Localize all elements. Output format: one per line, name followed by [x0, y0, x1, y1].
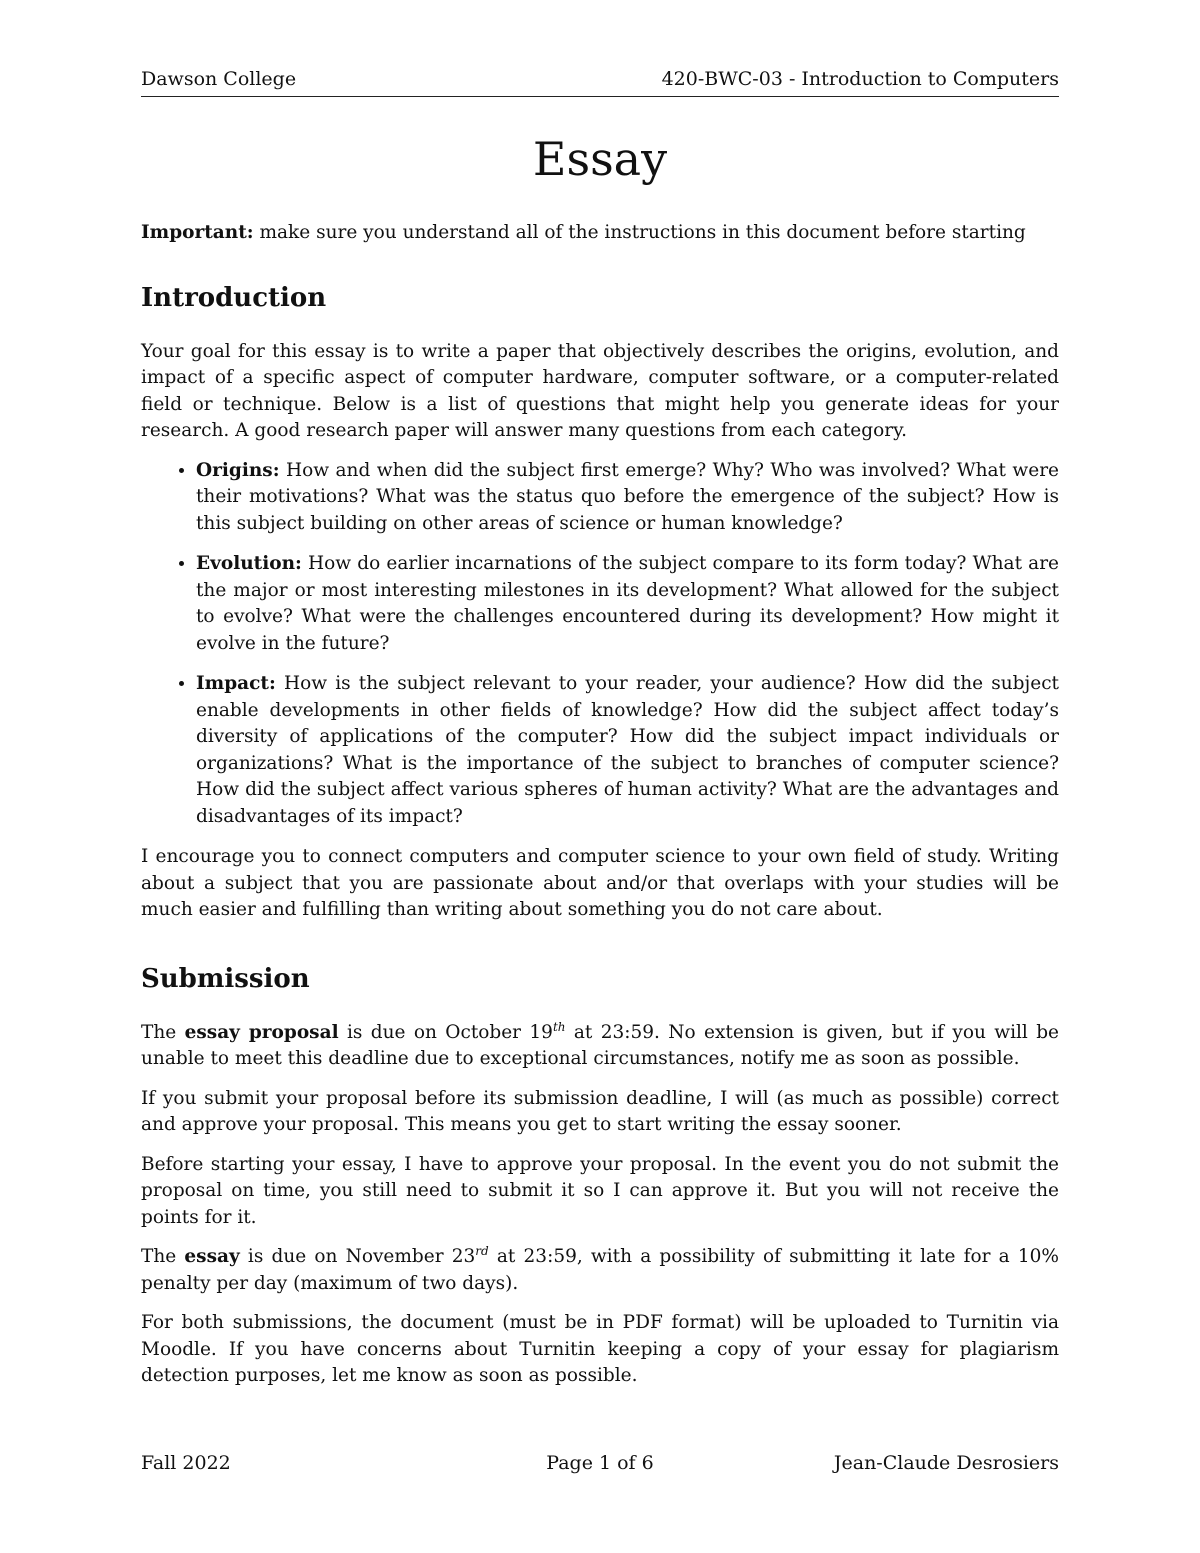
question-categories-list — [141, 458, 1059, 831]
list-item-evolution — [196, 551, 1059, 657]
approval-paragraph: Before starting your essay, I have to approve your proposal. In the event you do not submit the proposal on time, you still need to submit it so I can approve it. But you will not receive the points for it. — [141, 1153, 1059, 1228]
impact-text: How is the subject relevant to your reader, your audience? How did the subject enable developments in other fields of knowledge? How did the subject affect today’s diversity of applications of the computer? How did the subject impact individuals or organizations? What is the importance of the subject to branches of computer science? How did the subject affect various spheres of human activity? What are the advantages and disadvantages of its impact? — [196, 673, 1059, 827]
semester: Fall 2022 — [141, 1452, 231, 1474]
institution-name: Dawson College — [141, 68, 297, 90]
field-of-study-paragraph: I encourage you to connect computers and computer science to your own field of study. Writing about a subject that you are passionate about and/or that overlaps with your studies will be much easier and fulfilling than writing about something you do not care about. — [141, 846, 1059, 920]
page-number: Page 1 of 6 — [546, 1452, 654, 1474]
document-body — [141, 220, 1059, 1403]
introduction-paragraph: Your goal for this essay is to write a paper that objectively describes the origins, evolution, and impact of a specific aspect of computer hardware, computer software, or a computer-related field or technique. Below is a list of questions that might help you generate ideas for your research. A good research paper will answer many questions from each category. — [141, 340, 1059, 441]
proposal-deadline-paragraph: The essay proposal is due on October 19th at 23:59. No extension is given, but if you will be unable to meet this deadline due to exceptional circumstances, notify me as soon as possible. — [141, 1019, 1060, 1069]
impact-label: Impact: — [196, 673, 276, 694]
page-footer — [141, 1452, 1059, 1480]
essay-deadline-paragraph: The essay is due on November 23rd at 23:59, with a possibility of submitting it late for a 10% penalty per day (maximum of two days). — [141, 1243, 1059, 1294]
important-note — [141, 220, 1059, 247]
important-text: make sure you understand all of the instructions in this document before starting — [253, 222, 1026, 243]
evolution-label: Evolution: — [196, 553, 302, 574]
essay-term: essay — [184, 1246, 240, 1267]
early-submission-paragraph: If you submit your proposal before its submission deadline, I will (as much as possible) correct and approve your proposal. This means you get to start writing the essay sooner. — [141, 1087, 1059, 1135]
important-label: Important: — [141, 222, 254, 243]
submission-heading: Submission — [141, 963, 310, 994]
introduction-heading: Introduction — [141, 282, 327, 313]
origins-text: How and when did the subject first emerge? Why? Who was involved? What were their motivations? What was the status quo before the emergence of the subject? How is this subject building on other areas of science or human knowledge? — [196, 459, 1059, 534]
author-name: Jean-Claude Desrosiers — [833, 1452, 1059, 1474]
running-header — [141, 66, 1059, 97]
list-item-origins — [196, 458, 1059, 538]
list-item-impact — [196, 671, 1059, 830]
document-title: Essay — [532, 132, 668, 186]
essay-proposal-term: essay proposal — [184, 1021, 339, 1043]
origins-label: Origins: — [196, 459, 280, 481]
course-name: 420-BWC-03 - Introduction to Computers — [661, 68, 1059, 90]
format-paragraph: For both submissions, the document (must be in PDF format) will be uploaded to Turnitin via Moodle. If you have concerns about Turnitin keeping a copy of your essay for plagiarism detection purposes, let me know as soon as possible. — [141, 1312, 1059, 1386]
evolution-text: How do earlier incarnations of the subject compare to its form today? What are the major or most interesting milestones in its development? What allowed for the subject to evolve? What were the challenges encountered during its development? How might it evolve in the future? — [196, 553, 1059, 654]
